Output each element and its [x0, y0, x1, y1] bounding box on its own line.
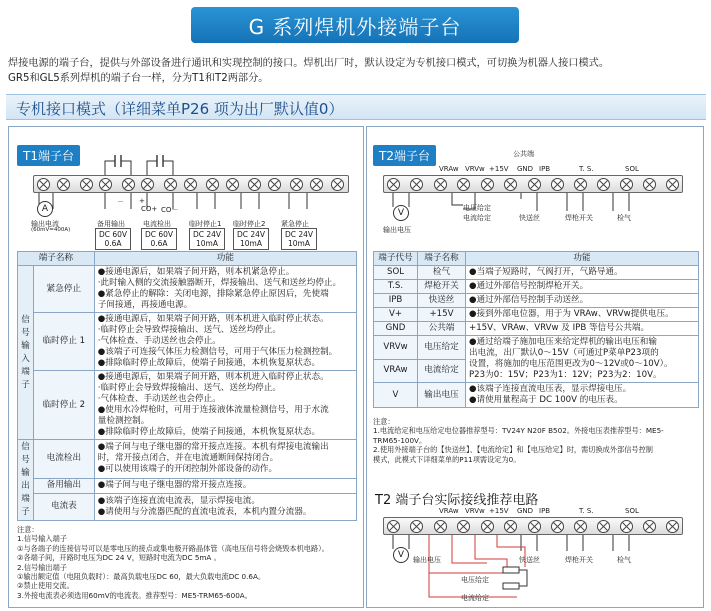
t1-label-temp-stop-1: 临时停止1: [189, 220, 222, 228]
t1-label-output-current: 输出电流: [31, 220, 59, 228]
function-line: ·气体检查、手动送丝也会停止。: [97, 394, 221, 404]
screw-icon: [122, 178, 135, 191]
col-header-function: 功能: [94, 252, 356, 266]
cap-label-plus: +: [139, 197, 145, 205]
function-line: ●该端子可连接气体压力检测信号，可用于气体压力检测控制。: [97, 347, 338, 357]
rating-current: 0.6A: [150, 239, 168, 248]
intro-line: GR5和GL5系列焊机的端子台一样，分为T1和T2两部分。: [8, 73, 269, 84]
screw-icon: [80, 178, 93, 191]
table-row: [18, 313, 357, 371]
function-line: 量检测控制。: [97, 416, 150, 426]
terminal-name: 公共端: [418, 322, 466, 336]
function-line: ●接通电源后，如果端子间开路，则本机进入临时停止状态。: [97, 314, 329, 324]
t2-top-label: +15V: [489, 165, 509, 173]
section-title: 专机接口模式（详细菜单P26 项为出厂默认值0）: [16, 100, 344, 118]
wiring-top-label: SOL: [625, 507, 639, 515]
note-line: 注意：: [17, 525, 39, 534]
note-line: 2.使用外接端子台的【快送丝】、【电流给定】和【电压给定】时，需切换成外部信号控制: [373, 445, 653, 455]
rating-current: 10mA: [240, 239, 262, 248]
wiring-bottom-label: 检气: [617, 556, 631, 564]
note-line: ①输出额定值（电阻负载时）：最高负载电压DC 60，最大负载电流DC 0.6A。: [17, 572, 266, 582]
t2-top-label: VRVw: [465, 165, 485, 173]
t2-top-label: IPB: [539, 165, 551, 173]
note-line: ②禁止使用交流。: [17, 581, 74, 591]
terminal-code: IPB: [374, 294, 418, 308]
wiring-top-label: +15V: [489, 507, 509, 515]
terminal-function: [94, 478, 356, 493]
wiring-bottom-label: 焊枪开关: [565, 556, 593, 564]
note-line: TRM65-100V。: [373, 435, 427, 445]
voltmeter-icon: V: [393, 547, 409, 563]
function-line: ·此时输入侧的交流接触器断开，焊接输出、送气和送丝均停止。: [97, 278, 342, 288]
function-line: ●可以使用该端子的开闭控制外部设备的动作。: [97, 464, 278, 475]
t1-panel: [8, 126, 364, 608]
terminal-name: 电压给定: [418, 336, 466, 360]
wiring-top-label: GND: [517, 507, 534, 515]
wiring-top-label: VRAw: [439, 507, 459, 515]
note-line: 1.信号输入端子: [17, 534, 67, 544]
t1-terminal-strip: [33, 175, 349, 193]
t2-bottom-label: 输出电压: [383, 226, 411, 234]
screw-icon: [248, 178, 261, 191]
section-header: [6, 94, 706, 120]
rating-voltage: DC 60V: [144, 230, 174, 239]
rating-current: 10mA: [196, 239, 218, 248]
cap-label-co-minus: CO－: [161, 206, 179, 214]
function-line: ●接到外部电位器，用于为 VRAw、VRVw提供电压。: [469, 309, 674, 319]
terminal-code: GND: [374, 322, 418, 336]
table-header-row: [18, 252, 357, 266]
function-line: ●排除临时停止故障后，使端子间接通，本机恢复原状态。: [97, 358, 321, 368]
t1-notes: [17, 525, 329, 600]
t1-rating-spare-output: [95, 228, 131, 250]
rating-voltage: DC 24V: [192, 230, 222, 239]
function-line: ●请使用与分流器匹配的直流电流表，本机内置分流器。: [97, 506, 312, 517]
function-line: ●请使用量程高于 DC 100V 的电压表。: [469, 395, 623, 405]
t2-bottom-label: 快送丝: [519, 214, 540, 222]
t2-common-label: 公共端: [513, 150, 534, 158]
function-line: ●接通电源后，如果端子间开路，则本机紧急停止。: [97, 267, 295, 277]
t1-label-temp-stop-2: 临时停止2: [233, 220, 266, 228]
table-row: [18, 371, 357, 440]
note-line: 模式，此模式下详细菜单的P11项需设定为0。: [373, 454, 521, 464]
note-line: 3.外接电流表必须选用60mV的电流表。推荐型号：ME5-TRM65-600A。: [17, 590, 252, 600]
t1-function-table: [17, 251, 357, 521]
terminal-function: [94, 440, 356, 479]
screw-icon: [290, 178, 303, 191]
screw-icon: [184, 178, 197, 191]
screw-icon: [268, 178, 281, 191]
t1-label-emergency-stop: 紧急停止: [281, 220, 309, 228]
t1-label-current-detect: 电流检出: [143, 220, 171, 228]
note-line: 2.信号输出端子: [17, 562, 67, 572]
terminal-name: +15V: [418, 308, 466, 322]
wiring-top-label: IPB: [539, 507, 551, 515]
t2-top-label: SOL: [625, 165, 639, 173]
terminal-code: V+: [374, 308, 418, 322]
wiring-bottom-label: 快送丝: [519, 556, 540, 564]
function-line: ·气体检查、手动送丝也会停止。: [97, 336, 221, 346]
screw-icon: [37, 178, 50, 191]
terminal-name: 电流表: [34, 493, 95, 520]
function-line: 出电流，出厂默认0～15V（可通过P菜单P23项的: [469, 348, 659, 358]
screw-icon: [310, 178, 323, 191]
table-row: [18, 493, 357, 520]
cap-label-minus: －: [117, 198, 124, 206]
table-row: [18, 266, 357, 313]
t2-bottom-label: 电压给定: [463, 204, 491, 212]
col-header-terminal-name: 端子名称: [18, 252, 95, 266]
function-line: ●通过外部信号控制焊枪开关。: [469, 281, 589, 291]
terminal-function: [94, 313, 356, 371]
group-signal-input: 信号输入端子: [18, 266, 34, 440]
function-line: ●通过给端子施加电压来给定焊机的输出电压和输: [469, 337, 657, 347]
col-header-name: 端子名称: [418, 252, 466, 266]
terminal-name: 焊枪开关: [418, 280, 466, 294]
t2-bottom-label: 电流给定: [463, 214, 491, 222]
t1-rating-current-detect: [141, 228, 177, 250]
function-line: ●当端子短路时，气阀打开，气路导通。: [469, 267, 623, 277]
screw-icon: [141, 178, 154, 191]
group-signal-output: 信号输出端子: [18, 440, 34, 521]
wiring-top-label: T. S.: [579, 507, 594, 515]
terminal-name: 输出电压: [418, 383, 466, 408]
function-line: ●通过外部信号控制手动送丝。: [469, 295, 589, 305]
terminal-function: [94, 493, 356, 520]
terminal-name: 紧急停止: [34, 266, 95, 313]
screw-icon: [164, 178, 177, 191]
t2-bottom-label: 检气: [617, 214, 631, 222]
screw-icon: [226, 178, 239, 191]
function-line: ●该端子连接直流电流表，显示焊接电流。: [97, 495, 260, 506]
rating-voltage: DC 24V: [236, 230, 266, 239]
t1-tag: T1端子台: [17, 145, 80, 166]
col-header-code: 端子代号: [374, 252, 418, 266]
function-line: 设置，将施加的电压范围更改为0～12V或0～10V）。: [469, 359, 673, 369]
terminal-name: 电流给定: [418, 359, 466, 383]
function-line: 子间接通，再接通电源。: [97, 300, 193, 310]
wiring-circuit-diagram: [367, 127, 705, 609]
page-title: G 系列焊机外接端子台: [191, 7, 519, 43]
intro-line: 焊接电源的端子台，提供与外部设备进行通讯和实现控制的接口。焊机出厂时，默认设定为专机接口模式，可切换为机器人接口模式。: [8, 58, 610, 69]
terminal-name: 检气: [418, 266, 466, 280]
terminal-code: V: [374, 383, 418, 408]
cap-label-co-plus: CO+: [141, 205, 158, 213]
rating-voltage: DC 60V: [98, 230, 128, 239]
t2-top-label: VRAw: [439, 165, 459, 173]
t2-panel: [366, 126, 704, 608]
function-line: ·临时停止会导致焊接输出、送气、送丝均停止。: [97, 383, 281, 393]
terminal-name: 临时停止 2: [34, 371, 95, 440]
intro-text: [8, 56, 708, 86]
function-line: ●紧急停止的解除：关闭电源，排除紧急停止原因后，先使端: [97, 289, 329, 299]
rating-current: 0.6A: [104, 239, 122, 248]
rating-current: 10mA: [288, 239, 310, 248]
wiring-bottom-label: 电流给定: [461, 594, 489, 602]
function-line: ●接通电源后，如果端子间开路，则本机进入临时停止状态。: [97, 372, 329, 382]
wiring-bottom-label: 电压给定: [461, 576, 489, 584]
terminal-name: 临时停止 1: [34, 313, 95, 371]
t1-label-spare-output: 备用输出: [97, 220, 125, 228]
col-header-function: 功能: [466, 252, 699, 266]
screw-icon: [206, 178, 219, 191]
terminal-name: 电流检出: [34, 440, 95, 479]
function-line: ·临时停止会导致焊接输出、送气、送丝均停止。: [97, 325, 281, 335]
terminal-function: [94, 266, 356, 313]
function-line: ●端子间与电子继电器的常开接点连接。本机有焊接电流输出: [97, 442, 329, 453]
terminal-code: T.S.: [374, 280, 418, 294]
t2-tag: T2端子台: [373, 145, 436, 166]
t2-wiring-title: T2 端子台实际接线推荐电路: [375, 493, 539, 508]
note-line: ②各端子间，开路时电压为DC 24 V，短路时电流为DC 5mA 。: [17, 553, 221, 563]
terminal-code: VRAw: [374, 359, 418, 383]
function-line: ●端子间与电子继电器的常开接点连接。: [97, 480, 252, 491]
function-line: ●使用水冷焊枪时，可用于连接液体流量检测信号，用于水流: [97, 405, 329, 415]
t1-rating-temp-stop-1: [189, 228, 225, 250]
table-row: [18, 440, 357, 479]
table-row: [18, 478, 357, 493]
t2-top-label: GND: [517, 165, 534, 173]
voltmeter-icon: V: [393, 205, 409, 221]
rating-voltage: DC 24V: [284, 230, 314, 239]
terminal-code: VRVw: [374, 336, 418, 360]
note-line: 注意：: [373, 417, 395, 426]
screw-icon: [99, 178, 112, 191]
function-line: 时，常开接点闭合，并在电流通断间保持闭合。: [97, 453, 279, 464]
t1-rating-emergency-stop: [281, 228, 317, 250]
note-line: 1.电流给定和电压给定电位器推荐型号：TV24Y N20F B502。外接电压表推荐型号：ME5-: [373, 426, 664, 436]
terminal-function: [94, 371, 356, 440]
terminal-name: 快送丝: [418, 294, 466, 308]
note-line: ①与各端子的连接信号可以是零电压的接点或集电极开路晶体管（高电压信号将会烧毁本机电路）。: [17, 543, 329, 553]
terminal-name: 备用输出: [34, 478, 95, 493]
t1-label-output-current-sub: (60mV=400A): [31, 227, 71, 233]
t1-rating-temp-stop-2: [233, 228, 269, 250]
function-line: ●排除临时停止故障后，使端子间接通，本机恢复原状态。: [97, 427, 321, 437]
t2-top-label: T. S.: [579, 165, 594, 173]
function-line: ●该端子连接直流电压表，显示焊接电压。: [469, 384, 632, 394]
terminal-code: SOL: [374, 266, 418, 280]
screw-icon: [331, 178, 344, 191]
ammeter-icon: A: [37, 201, 53, 217]
function-line: +15V、VRAw、VRVw 及 IPB 等信号公共端。: [469, 323, 650, 333]
function-line: P23为0：15V；P23为1：12V；P23为2：10V。: [469, 370, 662, 380]
t2-bottom-label: 焊枪开关: [565, 214, 593, 222]
screw-icon: [57, 178, 70, 191]
wiring-top-label: VRVw: [465, 507, 485, 515]
wiring-bottom-label: 输出电压: [413, 556, 441, 564]
